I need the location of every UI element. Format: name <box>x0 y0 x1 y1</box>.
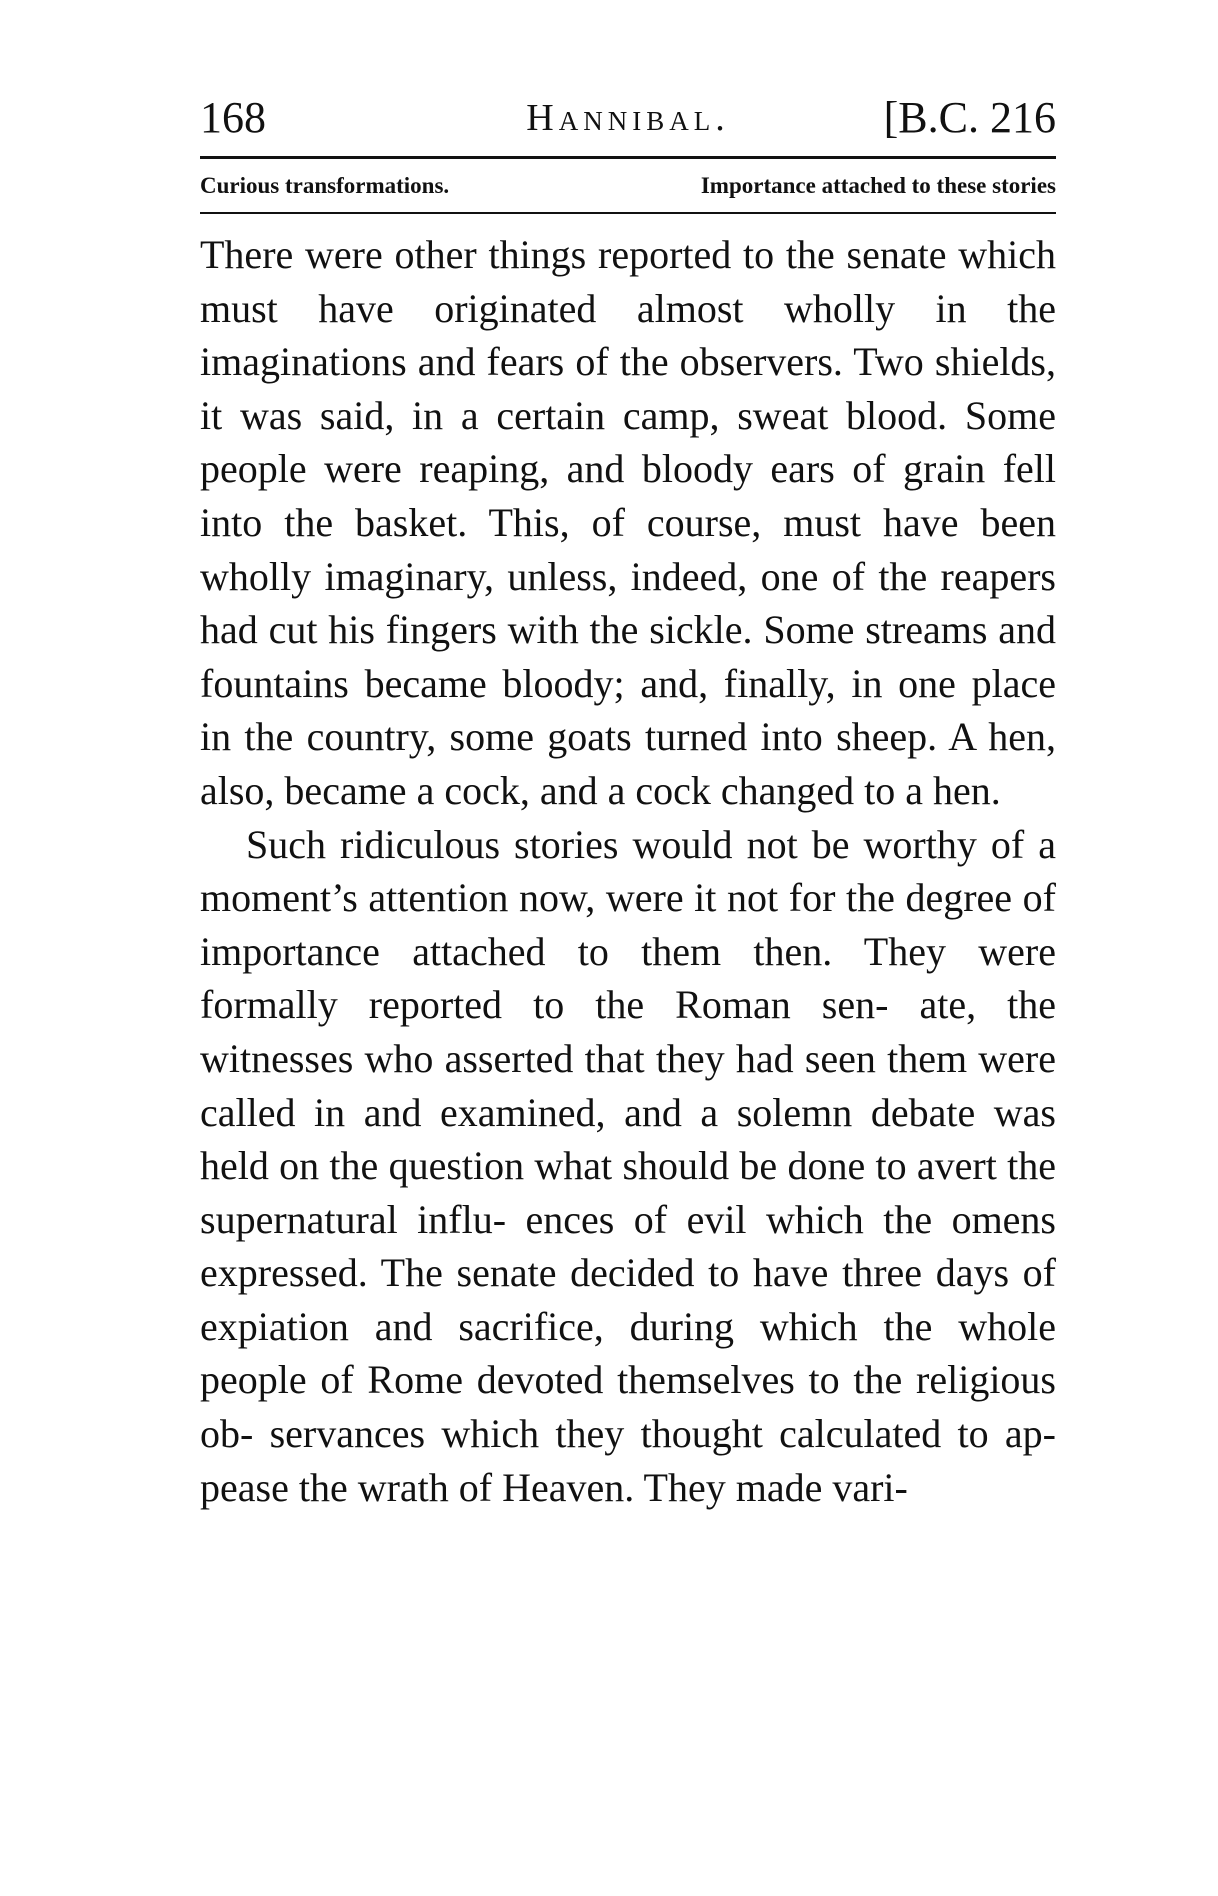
sidenote-right: Importance attached to these stories <box>700 173 1056 198</box>
page-number: 168 <box>200 93 266 142</box>
paragraph-2: Such ridiculous stories would not be worthy of a moment’s attention now, were it not for the degree of importance attached to them then. They were formally reported to the Roman sen- ate, the witnesses who asserted that they had seen them were called in and examined, and a solemn debate was held on the question what should be done to avert the supernatural influ- ences of evil which the omens expressed. The senate decided to have three days of expiation and sacrifice, during which the whole people of Rome devoted themselves to the religious ob- servances which they thought calculated to ap- pease the wrath of Heaven. They made vari- <box>200 821 1056 1510</box>
sidenote-row <box>200 166 1056 206</box>
header-rule-bottom <box>200 212 1056 214</box>
running-title: Hannibal. <box>526 97 730 139</box>
header-rule-top <box>200 156 1056 159</box>
date-reference: [B.C. 216 <box>883 93 1056 142</box>
paragraph-1: There were other things reported to the senate which must have originated almost wholly in the imaginations and fears of the observers. Two shields, it was said, in a certain camp, sweat blood. Some people were reaping, and bloody ears of grain fell into the basket. This, of course, must have been wholly imaginary, unless, indeed, one of the reapers had cut his fingers with the sickle. Some streams and fountains became bloody; and, finally, in one place in the country, some goats turned into sheep. A hen, also, became a cock, and a cock changed to a hen. <box>200 232 1056 813</box>
body-text <box>200 228 1056 1514</box>
running-header <box>200 88 1056 148</box>
sidenote-left: Curious transformations. <box>200 173 450 198</box>
